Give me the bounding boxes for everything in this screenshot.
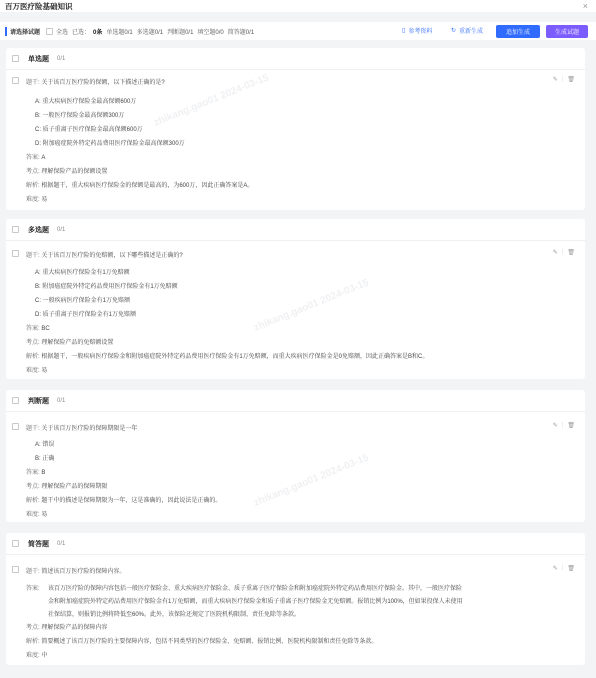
question-actions: ✎ | 🗑 [552,76,575,83]
edit-icon[interactable]: ✎ [552,423,558,429]
section-title: 判断题 [28,397,49,405]
stem-text: 简述该百万医疗险的保障内容。 [41,569,126,575]
section-title: 简答题 [28,540,49,548]
analysis-value: 根据题干，重大疾病医疗保险金的保额是最高的，为600万，因此正确答案是A。 [41,183,254,189]
question-stem [26,77,165,86]
question-checkbox[interactable] [12,566,19,573]
question-stem [26,566,125,575]
point-row [26,622,107,631]
option-a: A: 重大疾病医疗保险金有1万免赔额 [35,270,130,276]
analysis-value: 简要概述了该百万医疗险的主要保障内容，包括不同类型的医疗保险金、免赔额、报销比例、医院机构限制和责任免除等条款。 [41,639,378,645]
answer-row [26,323,50,332]
edit-icon[interactable]: ✎ [552,250,558,256]
point-label: 考点: [26,625,40,631]
question-actions: ✎ | 🗑 [552,565,575,572]
essay-count: 简答题0/1 [227,29,255,36]
section-title: 多选题 [28,226,49,234]
page-title: 百万医疗险基础知识 [5,1,73,11]
section-header [6,48,585,70]
option-b: B: 正确 [35,456,55,462]
question-stem [26,423,137,432]
stem-label: 题干: [26,253,40,259]
difficulty-row [26,509,47,518]
point-value: 理解保险产品的保障内容 [41,625,108,631]
refresh-icon: ↻ [451,28,457,34]
reference-button[interactable] [402,26,432,35]
option-c: C: 一般疾病医疗保险金有1万免赔额 [35,298,131,304]
point-row [26,337,113,346]
question-item [12,565,579,663]
option-b: B: 附加癌症院外特定药品费用医疗保险金有1万免赔额 [35,284,178,290]
regenerate-button[interactable] [451,26,483,35]
point-label: 考点: [26,340,40,346]
analysis-row [26,180,253,189]
option-d: D: 质子重离子医疗保险金有1万免赔额 [35,312,137,318]
point-label: 考点: [26,484,40,490]
answer-line: 社保结算，则报销比例将降低至60%。此外，该保险还规定了医院机构限制、责任免除等条款。 [48,612,301,618]
difficulty-value: 易 [41,197,48,203]
checkbox-icon [46,28,53,35]
difficulty-value: 中 [41,653,48,659]
answer-row [26,467,45,476]
append-generate-button[interactable]: 追加生成 [496,25,540,38]
question-item [12,249,579,377]
selection-toolbar [0,22,596,40]
difficulty-value: 易 [41,512,48,518]
answer-value: B [41,470,46,476]
selected-value: 0条 [93,29,103,36]
answer-line: 该百万医疗险的保障内容包括一般医疗保险金、重大疾病医疗保险金、质子重离子医疗保险金和附加癌症院外特定药品费用医疗保险金。其中，一般医疗保险 [48,586,463,592]
section-count: 0/1 [57,226,66,233]
close-icon[interactable]: × [582,1,588,11]
selected-label: 已选： [72,29,91,36]
question-checkbox[interactable] [12,77,19,84]
stem-label: 题干: [26,80,40,86]
judge-count: 判断题0/1 [167,29,194,36]
point-value: 理解保险产品的保障期限 [41,484,108,490]
section-count: 0/1 [57,397,66,404]
question-checkbox[interactable] [12,250,19,257]
difficulty-label: 难度: [26,197,40,203]
answer-label: 答案: [26,326,40,332]
difficulty-label: 难度: [26,368,40,374]
delete-icon[interactable]: 🗑 [567,423,575,429]
analysis-label: 解析: [26,183,40,189]
question-actions: ✎ | 🗑 [552,249,575,256]
analysis-label: 解析: [26,639,40,645]
select-all-checkbox[interactable] [46,27,68,36]
section-multi-choice [6,219,585,379]
section-essay [6,533,585,665]
stem-label: 题干: [26,569,40,575]
stem-text: 关于该百万医疗险的保障期限是一年 [41,426,138,432]
analysis-value: 根据题干，一般疾病医疗保险金和附加癌症院外特定药品费用医疗保险金有1万免赔额，而重大疾病医疗保险金是0免赔额，因此正确答案是B和C。 [41,354,429,360]
analysis-label: 解析: [26,354,40,360]
point-label: 考点: [26,169,40,175]
question-item [12,422,579,518]
selected-count [72,27,102,36]
difficulty-label: 难度: [26,512,40,518]
section-count: 0/1 [57,540,66,547]
section-checkbox[interactable] [12,55,19,62]
section-checkbox[interactable] [12,397,19,404]
point-value: 理解保险产品的保额设置 [41,169,108,175]
analysis-row [26,351,428,360]
generate-questions-button[interactable]: 生成试题 [546,25,588,38]
question-stem [26,250,183,259]
difficulty-label: 难度: [26,653,40,659]
stem-text: 关于该百万医疗险的免赔额，以下哪些描述是正确的? [41,253,183,259]
stem-text: 关于该百万医疗险的保额，以下描述正确的是? [41,80,165,86]
select-questions-label: 请选择试题 [5,27,40,36]
option-c: C: 质子重离子医疗保险金最高保额600万 [35,127,143,133]
question-checkbox[interactable] [12,423,19,430]
multi-count: 多选题0/1 [136,29,164,36]
analysis-value: 题干中的描述是保障期限为一年，这是准确的，因此说法是正确的。 [41,498,222,504]
stem-label: 题干: [26,426,40,432]
regenerate-label: 重新生成 [459,29,484,35]
edit-icon[interactable]: ✎ [552,566,558,572]
answer-label: 答案: [26,155,40,161]
section-header [6,390,585,412]
answer-label: 答案: [26,470,40,476]
section-judge [6,390,585,522]
question-item [12,76,579,206]
section-header [6,533,585,555]
difficulty-row [26,194,47,203]
option-d: D: 附加癌症院外特定药品费用医疗保险金最高保额300万 [35,141,185,147]
delete-icon[interactable]: 🗑 [567,77,575,83]
section-title: 单选题 [28,55,49,63]
difficulty-value: 易 [41,368,48,374]
difficulty-row [26,650,47,659]
section-count: 0/1 [57,55,66,62]
answer-line: 金和附加癌症院外特定药品费用医疗保险金有1万免赔额，而重大疾病医疗保险金和质子重离子医疗保险金无免赔额。报销比例为100%，但如果投保人未使用 [48,599,463,605]
difficulty-row [26,365,47,374]
document-icon: ▯ [402,28,406,34]
select-all-label: 全选 [56,29,69,36]
analysis-row [26,495,221,504]
point-row [26,166,107,175]
point-value: 理解保险产品的免赔额设置 [41,340,114,346]
option-b: B: 一般医疗保险金最高保额300万 [35,113,125,119]
edit-icon[interactable]: ✎ [552,77,558,83]
option-a: A: 错误 [35,442,55,448]
answer-row [26,152,45,161]
reference-label: 参考资料 [408,29,433,35]
option-a: A: 重大疾病医疗保险金最高保额600万 [35,99,137,105]
answer-label: 答案: [26,586,40,592]
analysis-row [26,636,377,645]
point-row [26,481,107,490]
delete-icon[interactable]: 🗑 [567,566,575,572]
title-bar [0,0,596,12]
analysis-label: 解析: [26,498,40,504]
single-count: 单选题0/1 [106,29,133,36]
section-checkbox[interactable] [12,226,19,233]
answer-value: A [41,155,46,161]
question-actions: ✎ | 🗑 [552,422,575,429]
section-header [6,219,585,241]
section-checkbox[interactable] [12,540,19,547]
answer-value: BC [41,326,50,332]
fill-count: 填空题0/0 [197,29,224,36]
section-single-choice [6,48,585,210]
delete-icon[interactable]: 🗑 [567,250,575,256]
